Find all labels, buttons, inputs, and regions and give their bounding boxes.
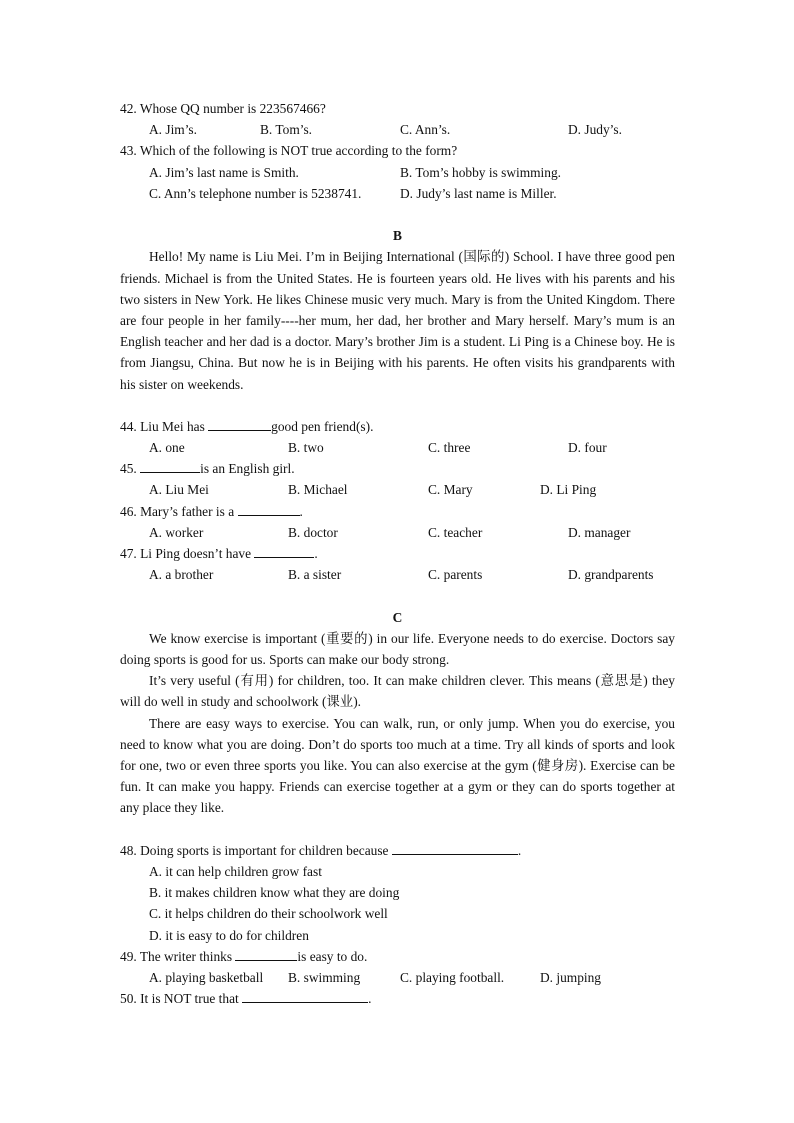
section-c-paragraph-2: It’s very useful (有用) for children, too. It can make children clever. This means (意思是) they will do well in study and schoolwork (课业). xyxy=(120,673,675,710)
q42-option-b: B. Tom’s. xyxy=(260,122,313,138)
q44-stem-before: 44. Liu Mei has xyxy=(120,418,209,434)
q45-stem-before: 45. xyxy=(120,461,141,477)
spacer xyxy=(120,204,675,225)
q50-stem xyxy=(120,988,675,1009)
q49-option-c: C. playing football. xyxy=(400,969,505,985)
q46-answer-blank[interactable] xyxy=(238,502,300,516)
q46-stem xyxy=(120,501,675,522)
q47-option-d: D. grandparents xyxy=(568,567,654,583)
q46-option-a: A. worker xyxy=(149,524,204,540)
q46-option-b: B. doctor xyxy=(288,524,338,540)
q47-option-a: A. a brother xyxy=(149,567,214,583)
q48-option-d: D. it is easy to do for children xyxy=(149,927,309,943)
q44-answer-blank[interactable] xyxy=(208,417,271,431)
q47-answer-blank[interactable] xyxy=(254,544,314,558)
q45-option-b: B. Michael xyxy=(288,482,348,498)
q49-option-a: A. playing basketball xyxy=(149,969,264,985)
q44-option-d: D. four xyxy=(568,440,607,456)
q48-stem xyxy=(120,840,675,861)
q46-stem-before: 46. Mary’s father is a xyxy=(120,503,238,519)
q48-stem-after: . xyxy=(517,842,522,858)
spacer xyxy=(120,819,675,840)
q48-stem-before: 48. Doing sports is important for children because xyxy=(120,842,392,858)
section-c-heading: C xyxy=(392,609,403,625)
q49-stem-before: 49. The writer thinks xyxy=(120,948,236,964)
q45-stem xyxy=(120,458,675,479)
q43-options-row2 xyxy=(120,183,675,204)
section-b-heading: B xyxy=(393,228,402,244)
q46-options xyxy=(120,522,675,543)
q48-option-a: A. it can help children grow fast xyxy=(149,864,322,879)
q50-answer-blank[interactable] xyxy=(242,989,368,1003)
q47-options xyxy=(120,564,675,585)
section-c-paragraph-3: There are easy ways to exercise. You can walk, run, or only jump. When you do exercise, you need to know what you are doing. Don’t do sports too much at a time. Try all kinds of sports and look for one, two or even three sports you like. You can also exercise at the gym (健身房). Exercise can be fun. It can make you happy. Friends can exercise together at a gym or they can do sports together at any place they like. xyxy=(120,715,675,816)
q49-stem-after: is easy to do. xyxy=(297,948,368,964)
q47-option-b: B. a sister xyxy=(288,567,342,583)
q44-option-c: C. three xyxy=(428,440,471,456)
q47-stem xyxy=(120,543,675,564)
spacer xyxy=(120,395,675,416)
q46-option-c: C. teacher xyxy=(428,524,483,540)
section-c-paragraph-1: We know exercise is important (重要的) in our life. Everyone needs to do exercise. Doctors say doing sports is good for us. Sports can make our body strong. xyxy=(120,630,675,667)
q47-option-c: C. parents xyxy=(428,567,483,583)
q49-option-d: D. jumping xyxy=(540,969,602,985)
q45-option-a: A. Liu Mei xyxy=(149,482,209,498)
q47-stem-after: . xyxy=(314,546,318,562)
q49-options xyxy=(120,967,675,988)
q42-option-d: D. Judy’s. xyxy=(568,122,622,138)
q46-stem-after: . xyxy=(299,503,303,519)
q43-option-a: A. Jim’s last name is Smith. xyxy=(149,164,299,180)
exam-page xyxy=(120,98,675,1009)
q45-options xyxy=(120,479,675,500)
spacer xyxy=(120,585,675,606)
q44-stem xyxy=(120,416,675,437)
q46-option-d: D. manager xyxy=(568,524,631,540)
q42-stem: 42. Whose QQ number is 223567466? xyxy=(120,101,326,116)
q44-option-b: B. two xyxy=(288,440,324,456)
q42-options xyxy=(120,119,675,140)
q42-option-c: C. Ann’s. xyxy=(400,122,451,138)
section-b-passage: Hello! My name is Liu Mei. I’m in Beijing International (国际的) School. I have three good pen friends. Michael is from the United States. He is fourteen years old. He lives with his parents and his two sisters in New York. He likes Chinese music very much. Mary is from the United Kingdom. There are four people in her family----her mum, her dad, her brother and Mary herself. Mary’s mum is an English teacher and her dad is a doctor. Mary’s brother Jim is a student. Li Ping is a Chinese boy. He is from Jiangsu, China. But now he is in Beijing with his parents. He often visits his grandparents with his sister on weekends. xyxy=(120,249,675,392)
q49-stem xyxy=(120,946,675,967)
q45-option-c: C. Mary xyxy=(428,482,473,498)
q43-option-b: B. Tom’s hobby is swimming. xyxy=(400,164,562,180)
q42-option-a: A. Jim’s. xyxy=(149,122,197,138)
q47-stem-before: 47. Li Ping doesn’t have xyxy=(120,546,255,562)
q50-stem-after: . xyxy=(368,991,372,1007)
q48-option-b: B. it makes children know what they are doing xyxy=(149,885,400,901)
q49-answer-blank[interactable] xyxy=(235,947,297,961)
q44-stem-after: good pen friend(s). xyxy=(271,418,374,434)
q44-options xyxy=(120,437,675,458)
q45-answer-blank[interactable] xyxy=(140,459,200,473)
q50-stem-before: 50. It is NOT true that xyxy=(120,991,243,1007)
q48-answer-blank[interactable] xyxy=(392,841,518,855)
q45-option-d: D. Li Ping xyxy=(540,482,597,498)
q48-option-c: C. it helps children do their schoolwork well xyxy=(149,906,388,922)
q44-option-a: A. one xyxy=(149,440,185,456)
q43-option-c: C. Ann’s telephone number is 5238741. xyxy=(149,185,362,201)
q49-option-b: B. swimming xyxy=(288,969,361,985)
q43-stem: 43. Which of the following is NOT true according to the form? xyxy=(120,143,458,159)
q43-options-row1 xyxy=(120,162,675,183)
q45-stem-after: is an English girl. xyxy=(200,461,295,477)
q43-option-d: D. Judy’s last name is Miller. xyxy=(400,185,557,201)
